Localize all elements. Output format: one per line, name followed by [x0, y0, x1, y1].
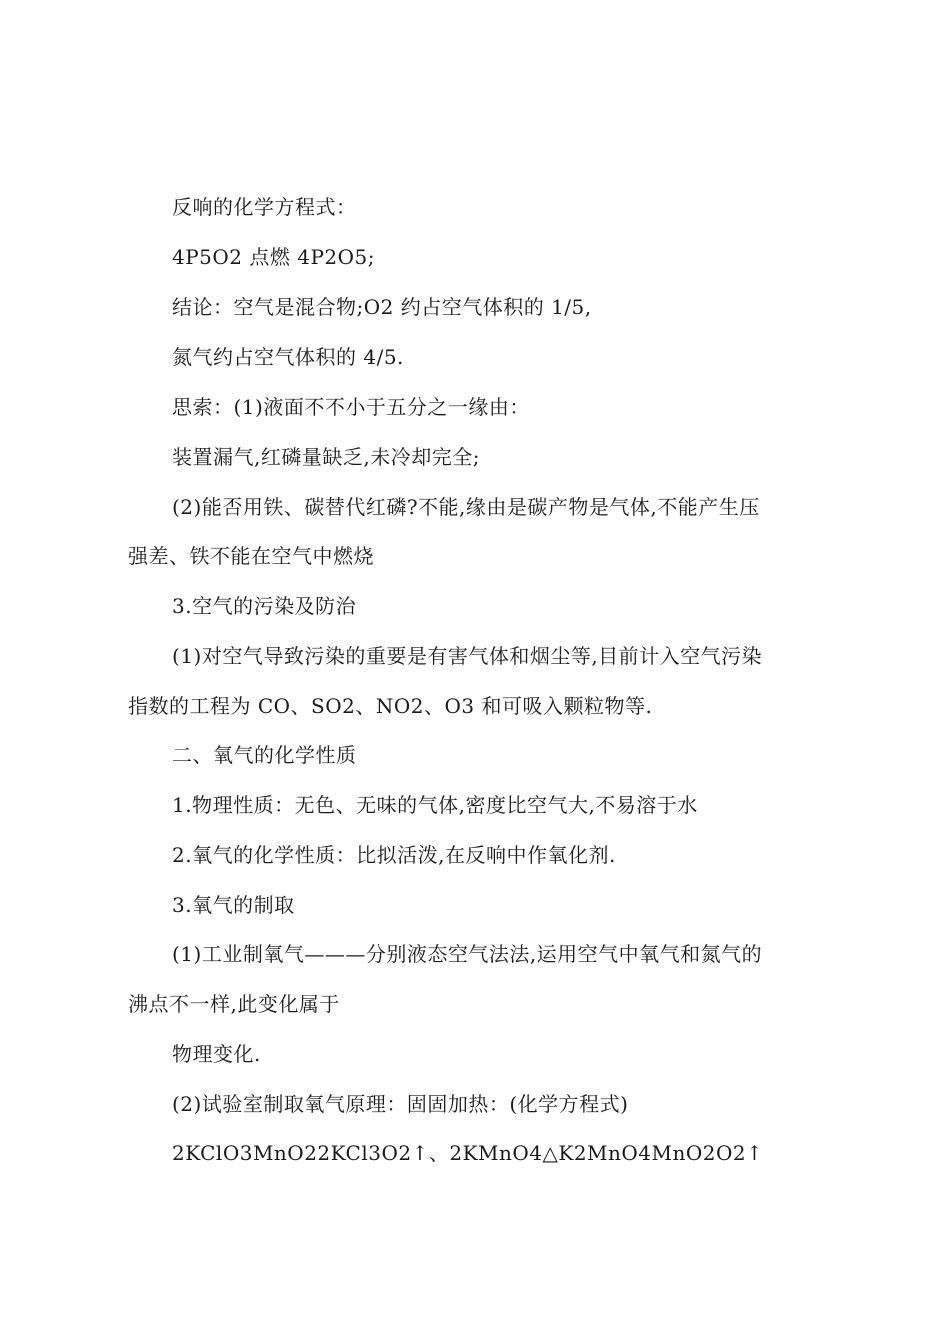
section-heading: 3.氧气的制取: [172, 893, 295, 917]
text-line: (1)工业制氧气———分别液态空气法法,运用空气中氧气和氮气的: [172, 942, 763, 966]
text-line: 思索：(1)液面不不小于五分之一缘由：: [172, 395, 530, 419]
text-line: 沸点不一样,此变化属于: [128, 992, 340, 1016]
section-heading: 二、氧气的化学性质: [172, 743, 357, 767]
text-line: 2.氧气的化学性质：比拟活泼,在反响中作氧化剂.: [172, 843, 616, 867]
text-line: 强差、铁不能在空气中燃烧: [128, 544, 374, 568]
text-line: 装置漏气,红磷量缺乏,未冷却完全;: [172, 445, 480, 469]
text-line: 反响的化学方程式：: [172, 195, 357, 219]
formula-line: 2KClO3MnO22KCl3O2↑、2KMnO4△K2MnO4MnO2O2↑: [172, 1141, 764, 1165]
text-line: 结论：空气是混合物;O2 约占空气体积的 1/5,: [172, 295, 592, 319]
text-line: 物理变化.: [172, 1042, 261, 1066]
section-heading: 3.空气的污染及防治: [172, 594, 357, 618]
text-line: (1)对空气导致污染的重要是有害气体和烟尘等,目前计入空气污染: [172, 644, 763, 668]
text-line: 4P5O2 点燃 4P2O5;: [172, 245, 376, 269]
text-line: (2)试验室制取氧气原理：固固加热：(化学方程式): [172, 1092, 629, 1116]
text-line: 氮气约占空气体积的 4/5.: [172, 345, 404, 369]
text-line: (2)能否用铁、碳替代红磷?不能,缘由是碳产物是气体,不能产生压: [172, 495, 760, 519]
text-line: 指数的工程为 CO、SO2、NO2、O3 和可吸入颗粒物等.: [128, 694, 653, 718]
text-line: 1.物理性质：无色、无味的气体,密度比空气大,不易溶于水: [172, 793, 698, 817]
